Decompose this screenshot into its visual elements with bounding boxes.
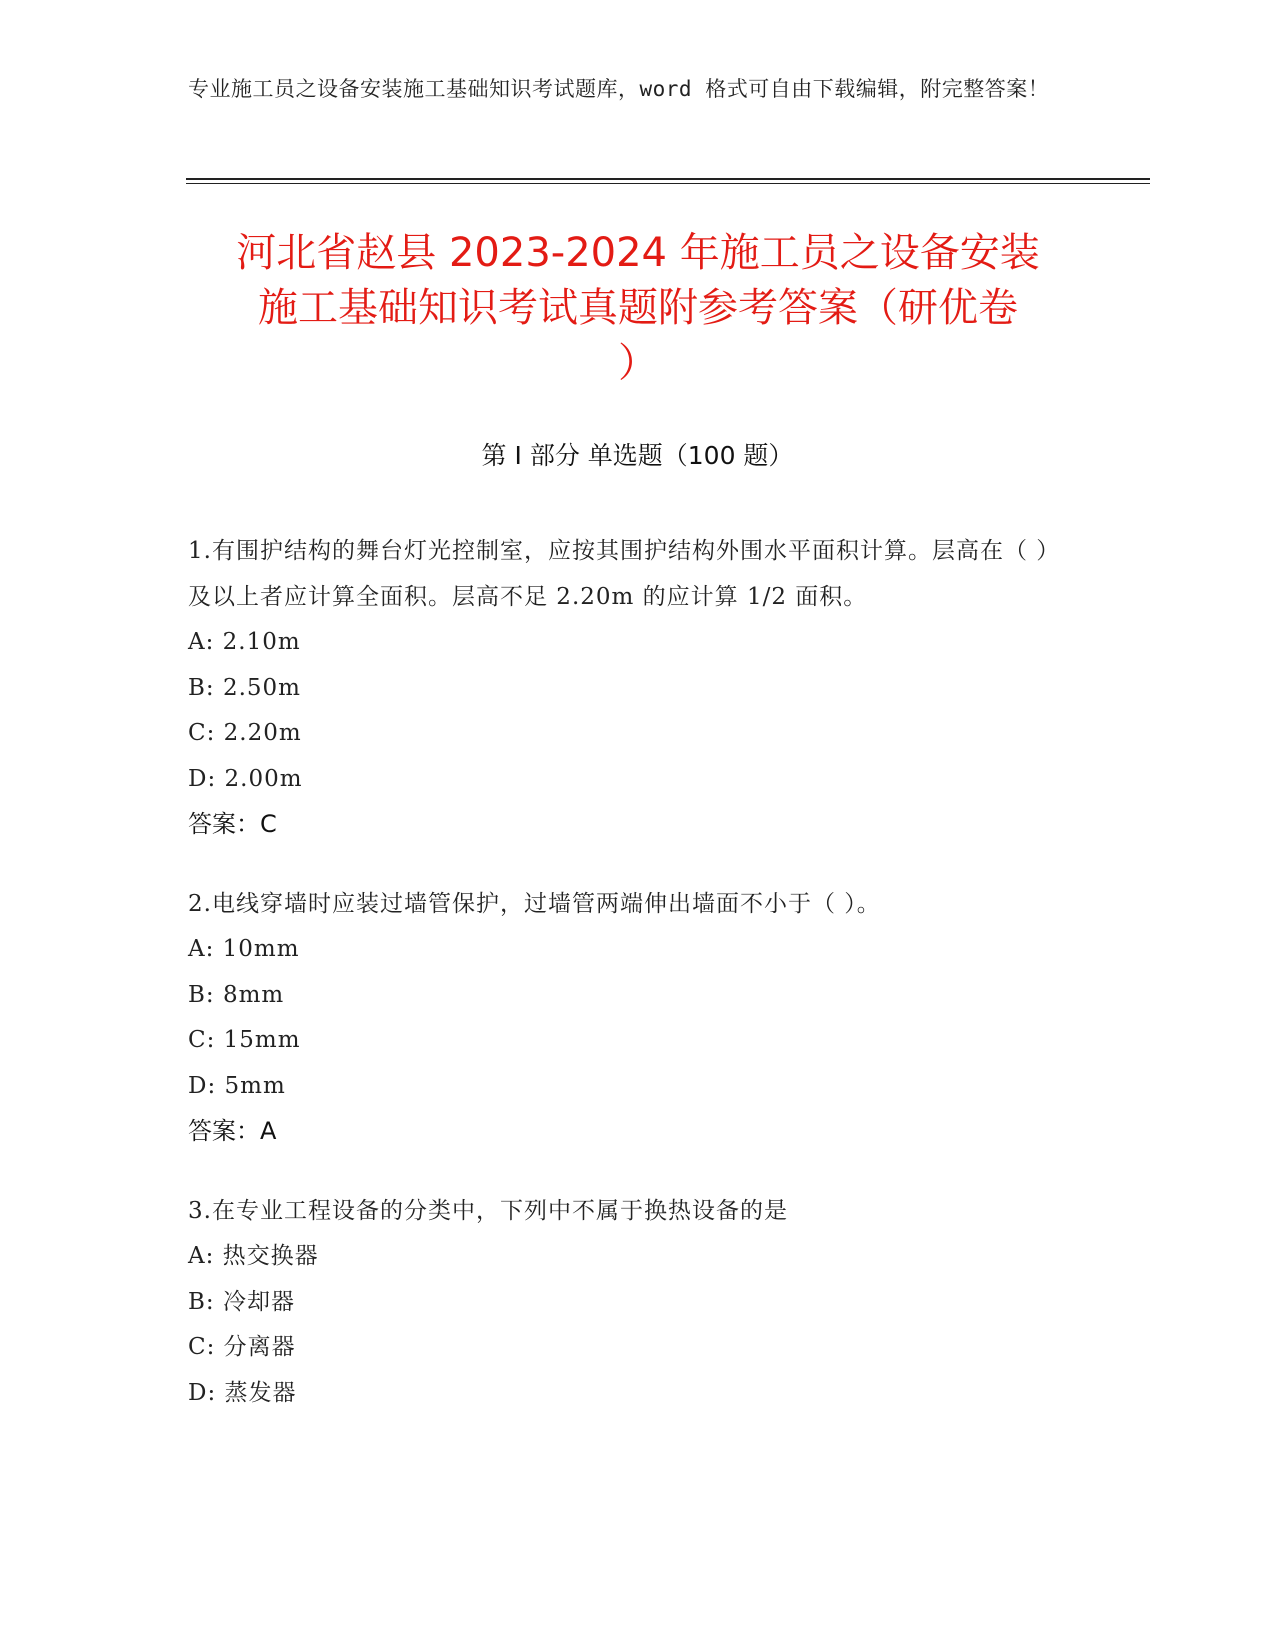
option-a: A: 10mm	[188, 936, 300, 962]
header-divider-thick	[186, 178, 1150, 180]
answer-line: 答案：A	[188, 1117, 277, 1145]
question-stem: 3.在专业工程设备的分类中，下列中不属于换热设备的是	[188, 1198, 788, 1224]
document-title-line-3: ）	[618, 340, 658, 386]
document-title	[150, 226, 1126, 391]
option-d: D: 5mm	[188, 1072, 286, 1099]
document-header-note: 专业施工员之设备安装施工基础知识考试题库，word 格式可自由下载编辑，附完整答案！	[188, 77, 1050, 101]
option-a: A: 热交换器	[188, 1243, 319, 1269]
question-2	[188, 881, 1068, 1154]
question-1	[188, 528, 1068, 847]
option-d: D: 蒸发器	[188, 1379, 297, 1406]
option-b: B: 冷却器	[188, 1288, 295, 1315]
header-divider-thin	[186, 183, 1150, 184]
question-stem: 1.有围护结构的舞台灯光控制室，应按其围护结构外围水平面积计算。层高在（ ）及以上者应计算全面积。层高不足 2.20m 的应计算 1/2 面积。	[188, 538, 1061, 610]
question-stem: 2.电线穿墙时应装过墙管保护，过墙管两端伸出墙面不小于（ ）。	[188, 891, 881, 917]
option-c: C: 15mm	[188, 1027, 301, 1053]
question-list	[188, 528, 1068, 1450]
answer-line: 答案：C	[188, 810, 277, 838]
option-b: B: 8mm	[188, 981, 285, 1008]
document-title-line-2: 施工基础知识考试真题附参考答案（研优卷	[258, 285, 1018, 331]
section-heading: 第 I 部分 单选题（100 题）	[481, 441, 794, 470]
option-b: B: 2.50m	[188, 674, 301, 701]
document-title-line-1: 河北省赵县 2023-2024 年施工员之设备安装	[236, 230, 1040, 276]
option-c: C: 2.20m	[188, 720, 302, 746]
option-c: C: 分离器	[188, 1334, 296, 1360]
option-a: A: 2.10m	[188, 629, 301, 655]
option-d: D: 2.00m	[188, 765, 303, 792]
question-3	[188, 1188, 1068, 1416]
